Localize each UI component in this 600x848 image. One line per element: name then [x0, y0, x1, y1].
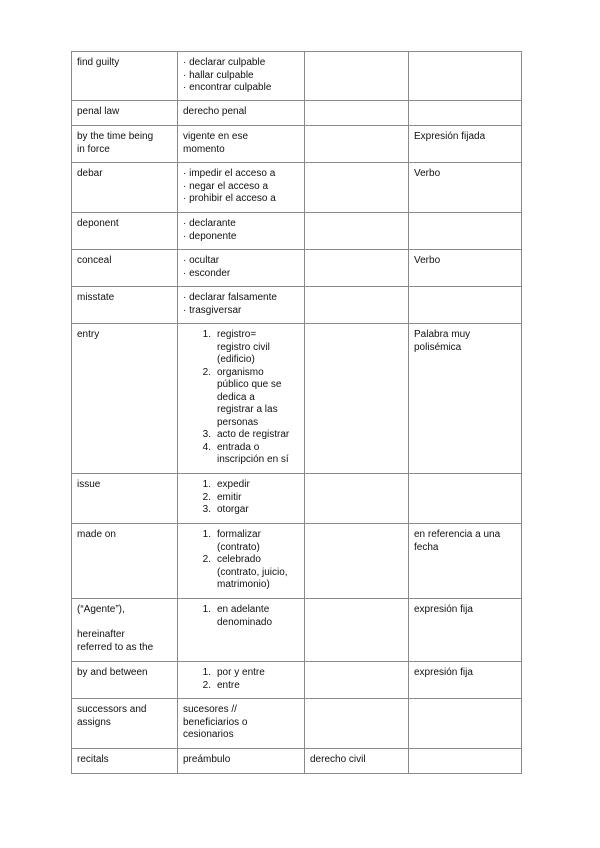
translation-text: · encontrar culpable: [183, 82, 272, 93]
category-cell: [409, 324, 522, 474]
table-row: [72, 250, 522, 287]
note-cell: [305, 287, 409, 324]
translation-cell: [178, 699, 305, 749]
term-cell: [72, 101, 178, 126]
translation-text: expedir: [217, 479, 250, 490]
list-item-text: [217, 554, 299, 592]
category-text: Verbo: [414, 255, 441, 266]
term-cell: [72, 250, 178, 287]
term-cell: [72, 474, 178, 524]
term-cell: [72, 662, 178, 699]
translation-text: · prohibir el acceso a: [183, 193, 276, 204]
category-text: Expresión fijada: [414, 131, 486, 142]
list-item: [183, 329, 299, 367]
category-cell: [409, 662, 522, 699]
translation-text: (edificio): [217, 354, 255, 365]
translation-text: público que se: [217, 379, 282, 390]
glossary-table: [71, 51, 522, 774]
table-row: [72, 163, 522, 213]
category-cell: [409, 126, 522, 163]
category-text: Verbo: [414, 168, 441, 179]
category-cell: [409, 101, 522, 126]
table-row: [72, 126, 522, 163]
translation-cell: [178, 599, 305, 662]
term-text: penal law: [77, 106, 120, 117]
category-cell: [409, 699, 522, 749]
note-cell: [305, 324, 409, 474]
translation-text: preámbulo: [183, 754, 231, 765]
term-text: issue: [77, 479, 101, 490]
translation-text: · ocultar: [183, 255, 220, 266]
table-row: [72, 599, 522, 662]
list-item: [183, 667, 299, 680]
list-number: 1.: [202, 479, 211, 490]
list-item: [183, 429, 299, 442]
note-cell: [305, 163, 409, 213]
list-number: 1.: [202, 667, 211, 678]
note-cell: [305, 474, 409, 524]
term-text: debar: [77, 168, 103, 179]
term-text: find guilty: [77, 57, 120, 68]
term-cell: [72, 287, 178, 324]
list-item: [183, 554, 299, 592]
term-cell: [72, 213, 178, 250]
translation-text: cesionarios: [183, 729, 234, 740]
term-cell: [72, 524, 178, 599]
list-number: 2.: [202, 491, 211, 503]
category-cell: [409, 163, 522, 213]
table-row: [72, 524, 522, 599]
list-item-text: [217, 680, 299, 693]
list-item-text: [217, 504, 299, 517]
table-row: [72, 287, 522, 324]
category-text: Palabra muy polisémica: [414, 329, 471, 353]
category-text: expresión fija: [414, 604, 473, 615]
translation-text: formalizar: [217, 529, 261, 540]
translation-cell: [178, 524, 305, 599]
table-row: [72, 324, 522, 474]
list-item: [183, 529, 299, 554]
term-text: misstate: [77, 292, 115, 303]
translation-text: organismo: [217, 366, 264, 378]
translation-cell: [178, 163, 305, 213]
list-item-text: [217, 604, 299, 629]
list-number: 2.: [202, 554, 211, 565]
translation-text: dedica a: [217, 391, 255, 403]
translation-cell: [178, 52, 305, 101]
translation-text: (contrato, juicio,: [217, 566, 288, 578]
note-cell: [305, 749, 409, 774]
term-text: hereinafter: [77, 629, 125, 640]
numbered-list: [183, 667, 299, 692]
list-item-text: [217, 429, 299, 442]
translation-text: celebrado: [217, 554, 261, 565]
translation-text: momento: [183, 143, 225, 155]
note-cell: [305, 213, 409, 250]
list-item-text: [217, 329, 299, 367]
term-cell: [72, 52, 178, 101]
translation-cell: [178, 662, 305, 699]
translation-text: en adelante: [217, 604, 270, 615]
term-text: recitals: [77, 754, 109, 765]
translation-text: entrada o: [217, 441, 260, 453]
term-cell: [72, 599, 178, 662]
translation-text: matrimonio): [217, 579, 270, 590]
category-cell: [409, 287, 522, 324]
table-row: [72, 699, 522, 749]
term-text: entry: [77, 329, 100, 340]
list-number: 4.: [202, 441, 211, 453]
list-item: [183, 442, 299, 467]
translation-text: denominado: [217, 616, 273, 628]
list-item: [183, 680, 299, 693]
list-item-text: [217, 529, 299, 554]
note-cell: [305, 662, 409, 699]
note-cell: [305, 101, 409, 126]
term-text: conceal: [77, 255, 112, 266]
term-text: assigns: [77, 716, 111, 728]
list-item: [183, 504, 299, 517]
translation-text: acto de registrar: [217, 429, 290, 440]
category-cell: [409, 524, 522, 599]
translation-text: · esconder: [183, 267, 231, 279]
category-text: expresión fija: [414, 667, 473, 678]
translation-text: vigente en ese: [183, 131, 249, 142]
numbered-list: [183, 329, 299, 467]
translation-cell: [178, 749, 305, 774]
list-item-text: [217, 479, 299, 492]
translation-text: registrar a las: [217, 404, 278, 415]
list-number: 3.: [202, 429, 211, 440]
translation-cell: [178, 126, 305, 163]
note-cell: [305, 250, 409, 287]
translation-cell: [178, 250, 305, 287]
list-number: 1.: [202, 529, 211, 540]
numbered-list: [183, 479, 299, 517]
translation-text: · declarar culpable: [183, 57, 266, 68]
note-cell: [305, 126, 409, 163]
translation-text: · impedir el acceso a: [183, 168, 276, 179]
translation-cell: [178, 474, 305, 524]
list-number: 2.: [202, 366, 211, 378]
translation-text: registro=: [217, 329, 257, 340]
note-cell: [305, 599, 409, 662]
translation-text: beneficiarios o: [183, 716, 248, 728]
glossary-table-body: [72, 52, 522, 774]
list-item: [183, 604, 299, 629]
translation-text: · deponente: [183, 230, 237, 242]
category-cell: [409, 599, 522, 662]
list-number: 1.: [202, 604, 211, 615]
translation-text: · declarar falsamente: [183, 292, 277, 303]
term-cell: [72, 749, 178, 774]
note-text: derecho civil: [310, 754, 366, 765]
note-cell: [305, 52, 409, 101]
translation-text: (contrato): [217, 541, 260, 553]
translation-text: · trasgiversar: [183, 304, 242, 316]
translation-text: · declarante: [183, 218, 236, 229]
table-row: [72, 101, 522, 126]
term-text: made on: [77, 529, 116, 540]
term-cell: [72, 324, 178, 474]
translation-text: por y entre: [217, 667, 265, 678]
table-row: [72, 749, 522, 774]
category-cell: [409, 749, 522, 774]
term-text: by and between: [77, 667, 148, 678]
term-text: (“Agente”),: [77, 604, 125, 615]
term-text: deponent: [77, 218, 119, 229]
term-text: by the time being: [77, 131, 154, 142]
list-item-text: [217, 492, 299, 505]
list-number: 1.: [202, 329, 211, 340]
translation-text: derecho penal: [183, 106, 247, 117]
term-cell: [72, 163, 178, 213]
translation-text: emitir: [217, 491, 242, 503]
list-item-text: [217, 667, 299, 680]
list-item-text: [217, 442, 299, 467]
translation-text: · hallar culpable: [183, 69, 254, 81]
list-item: [183, 492, 299, 505]
translation-text: entre: [217, 679, 240, 691]
term-text: referred to as the: [77, 641, 154, 653]
term-cell: [72, 126, 178, 163]
category-cell: [409, 474, 522, 524]
category-cell: [409, 52, 522, 101]
note-cell: [305, 524, 409, 599]
list-item: [183, 367, 299, 430]
term-text: in force: [77, 143, 110, 155]
term-text: successors and: [77, 704, 147, 715]
term-cell: [72, 699, 178, 749]
list-item: [183, 479, 299, 492]
translation-cell: [178, 287, 305, 324]
list-number: 3.: [202, 504, 211, 515]
category-text: en referencia a una fecha: [414, 529, 501, 553]
table-row: [72, 213, 522, 250]
translation-text: · negar el acceso a: [183, 180, 269, 192]
list-item-text: [217, 367, 299, 430]
table-row: [72, 52, 522, 101]
note-cell: [305, 699, 409, 749]
translation-cell: [178, 213, 305, 250]
translation-text: sucesores //: [183, 704, 237, 715]
list-number: 2.: [202, 679, 211, 691]
blank-line: [77, 617, 172, 630]
translation-cell: [178, 324, 305, 474]
table-row: [72, 662, 522, 699]
numbered-list: [183, 529, 299, 592]
translation-text: inscripción en sí: [217, 454, 289, 465]
translation-text: registro civil: [217, 341, 270, 353]
category-cell: [409, 250, 522, 287]
table-row: [72, 474, 522, 524]
translation-text: otorgar: [217, 504, 249, 515]
translation-cell: [178, 101, 305, 126]
category-cell: [409, 213, 522, 250]
numbered-list: [183, 604, 299, 629]
translation-text: personas: [217, 416, 259, 428]
